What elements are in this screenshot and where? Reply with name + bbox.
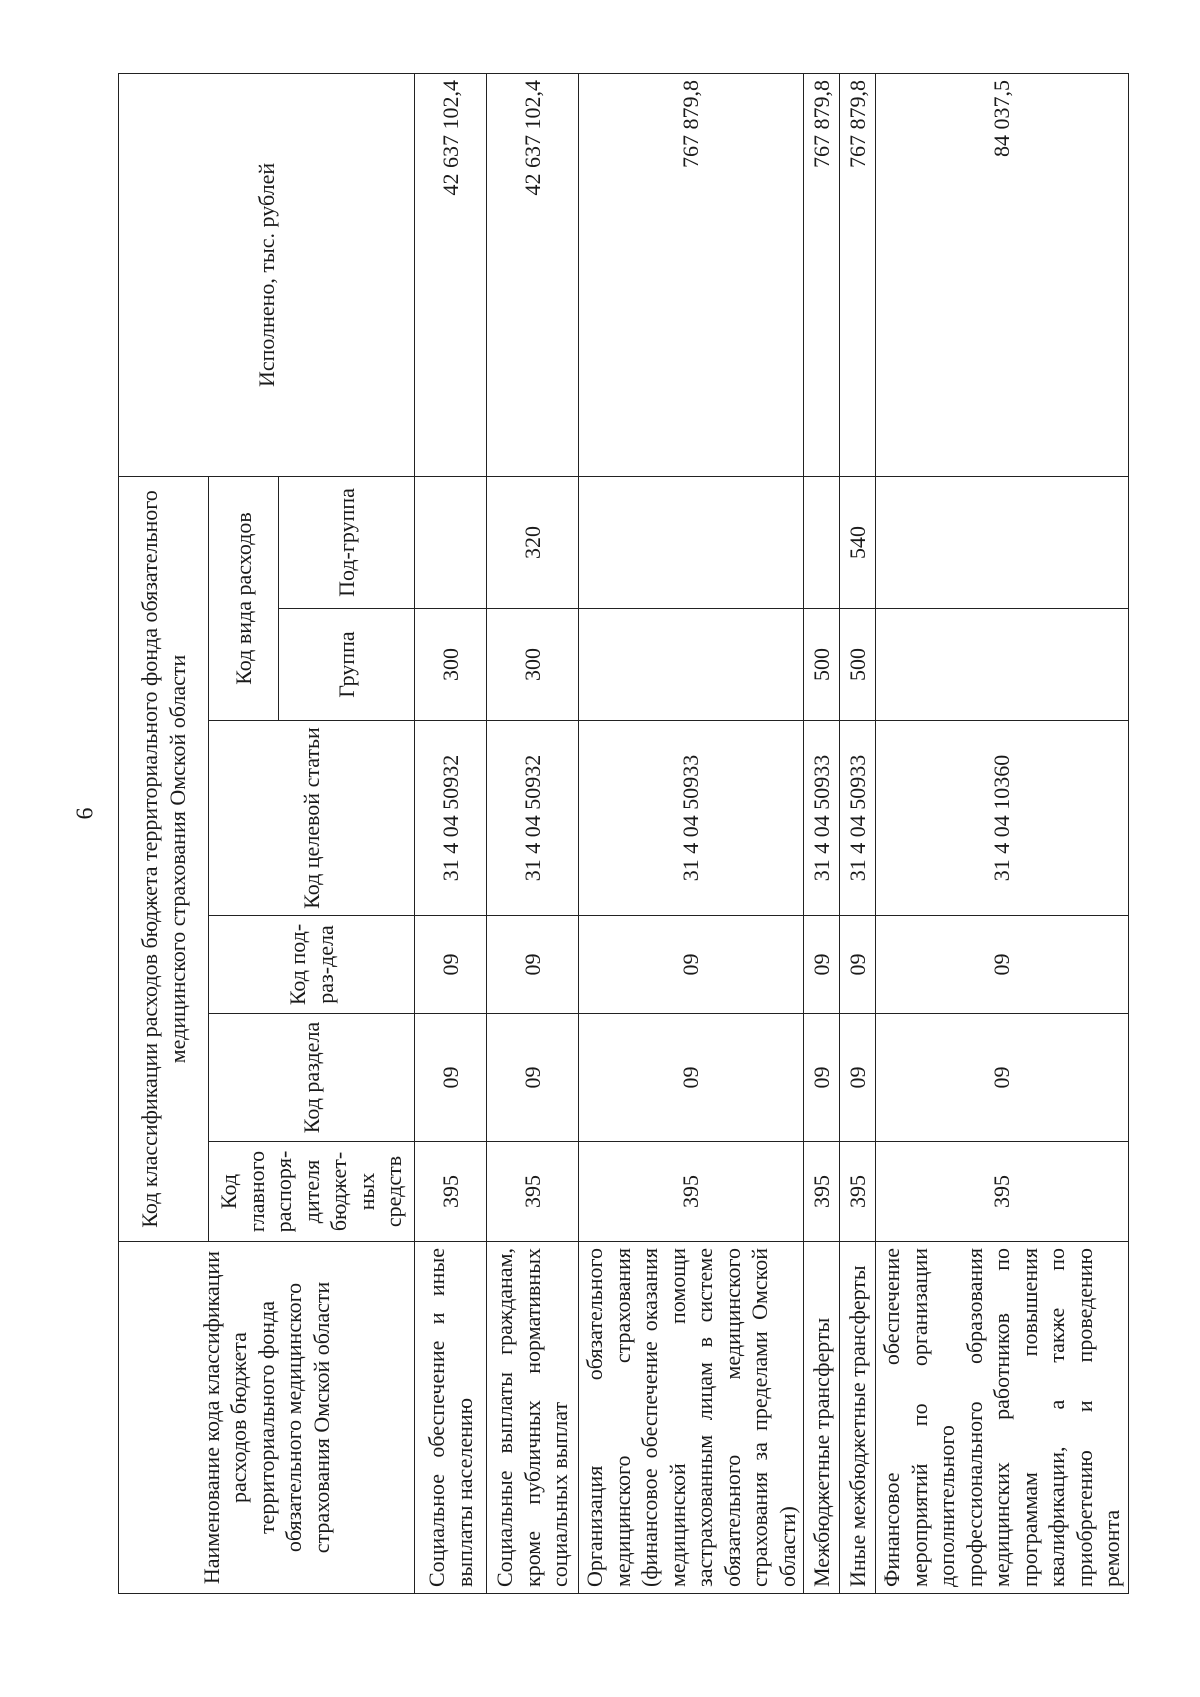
row-manager: 395 [579,1142,804,1242]
row-amount: 84 037,5 [876,73,1129,476]
header-name-col: Наименование кода классификации расходов бюджета территориального фонда обязательного медицинского страхования Омской области [119,1242,415,1594]
row-subgroup [415,476,487,608]
row-group: 300 [415,609,487,721]
rotated-table-wrapper [118,74,1128,1594]
row-manager: 395 [840,1142,876,1242]
row-group: 500 [840,609,876,721]
row-group: 300 [487,609,579,721]
row-name: Социальное обеспечение и иные выплаты населению [415,1242,487,1594]
table-row [579,73,804,1593]
row-subsection: 09 [876,916,1129,1014]
row-target: 31 4 04 50933 [840,721,876,916]
row-section: 09 [804,1014,840,1142]
row-subgroup [579,476,804,608]
row-amount: 767 879,8 [840,73,876,476]
row-target: 31 4 04 50932 [487,721,579,916]
row-subsection: 09 [579,916,804,1014]
row-target: 31 4 04 10360 [876,721,1129,916]
row-name: Организация обязательного медицинского страхования (финансовое обеспечение оказания медицинской помощи застрахованным лицам в системе обязательного медицинского страхования за пределами Омской области) [579,1242,804,1594]
table-row [487,73,579,1593]
row-name: Межбюджетные трансферты [804,1242,840,1594]
row-target: 31 4 04 50933 [579,721,804,916]
row-subgroup [876,476,1129,608]
table-row [840,73,876,1593]
row-section: 09 [415,1014,487,1142]
row-manager: 395 [487,1142,579,1242]
row-subsection: 09 [840,916,876,1014]
row-subgroup [804,476,840,608]
row-amount: 767 879,8 [579,73,804,476]
header-main-manager: Код главного распоря-дителя бюджет-ных средств [209,1142,415,1242]
row-subsection: 09 [804,916,840,1014]
table-row [804,73,840,1593]
row-manager: 395 [415,1142,487,1242]
row-target: 31 4 04 50932 [415,721,487,916]
row-manager: 395 [804,1142,840,1242]
row-target: 31 4 04 50933 [804,721,840,916]
row-section: 09 [487,1014,579,1142]
header-expense-type: Код вида расходов [209,476,279,720]
row-section: 09 [579,1014,804,1142]
header-subsection: Код под-раз-дела [209,916,415,1014]
row-name: Социальные выплаты гражданам, кроме публичных нормативных социальных выплат [487,1242,579,1594]
row-group [579,609,804,721]
row-amount: 42 637 102,4 [487,73,579,476]
row-amount: 767 879,8 [804,73,840,476]
header-subgroup: Под-группа [279,476,415,608]
row-subsection: 09 [487,916,579,1014]
header-target-article: Код целевой статьи [209,721,415,916]
table-row [876,73,1129,1593]
header-group: Группа [279,609,415,721]
row-name: Финансовое обеспечение мероприятий по организации дополнительного профессионального образования медицинских работников по программам повышения квалификации, а также по приобретению и проведению ремонта [876,1242,1129,1594]
header-executed: Исполнено, тыс. рублей [119,73,415,476]
row-amount: 42 637 102,4 [415,73,487,476]
row-subsection: 09 [415,916,487,1014]
row-name: Иные межбюджетные трансферты [840,1242,876,1594]
row-group [876,609,1129,721]
page-number: 6 [72,807,99,820]
header-row-1 [119,73,209,1593]
header-section: Код раздела [209,1014,415,1142]
row-subgroup: 540 [840,476,876,608]
table-row [415,73,487,1593]
row-subgroup: 320 [487,476,579,608]
row-section: 09 [876,1014,1129,1142]
row-section: 09 [840,1014,876,1142]
row-manager: 395 [876,1142,1129,1242]
header-code-group: Код классификации расходов бюджета территориального фонда обязательного медицинского страхования Омской области [119,476,209,1241]
row-group: 500 [804,609,840,721]
budget-table [118,73,1129,1594]
